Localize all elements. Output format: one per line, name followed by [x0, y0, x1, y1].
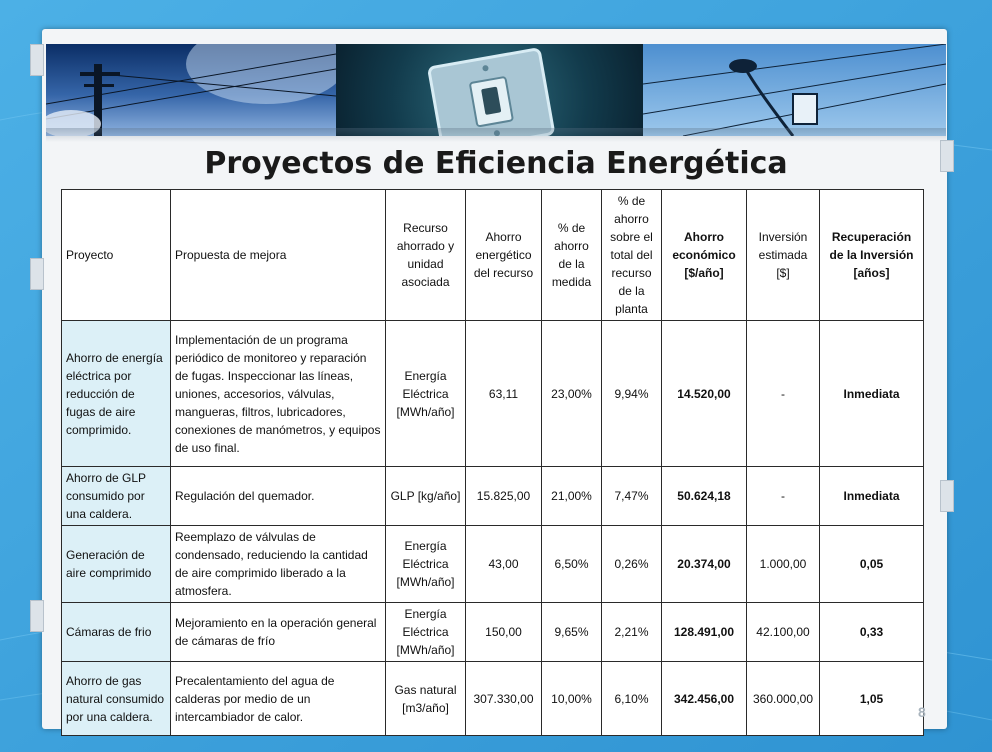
power-line-photo [46, 44, 336, 136]
cell-ahorro-economico: 14.520,00 [662, 321, 747, 467]
cell-ahorro-economico: 50.624,18 [662, 467, 747, 526]
cell-pct-medida: 10,00% [542, 662, 602, 736]
cell-recuperacion: 0,05 [820, 526, 924, 603]
left-side-tab [30, 258, 44, 290]
header-pct-total: % de ahorro sobre el total del recurso de la planta [602, 190, 662, 321]
cell-propuesta: Implementación de un programa periódico de monitoreo y reparación de fugas. Inspeccionar las líneas, uniones, accesorios, válvulas, mangueras, filtros, lubricadores, conexiones de manómetros, y equipos de uso final. [171, 321, 386, 467]
cell-inversion: 360.000,00 [747, 662, 820, 736]
cell-inversion: - [747, 321, 820, 467]
cell-inversion: 42.100,00 [747, 603, 820, 662]
cell-inversion: - [747, 467, 820, 526]
cell-inversion: 1.000,00 [747, 526, 820, 603]
banner-shadow [46, 128, 946, 142]
left-side-tab [30, 44, 44, 76]
table-row [62, 321, 924, 467]
projects-table [61, 189, 924, 736]
table-header-row [62, 190, 924, 321]
cell-proyecto: Ahorro de gas natural consumido por una caldera. [62, 662, 171, 736]
header-propuesta: Propuesta de mejora [171, 190, 386, 321]
cell-propuesta: Mejoramiento en la operación general de cámaras de frío [171, 603, 386, 662]
header-proyecto: Proyecto [62, 190, 171, 321]
header-pct-medida: % de ahorro de la medida [542, 190, 602, 321]
header-ahorro-energetico: Ahorro energético del recurso [466, 190, 542, 321]
cell-propuesta: Reemplazo de válvulas de condensado, reduciendo la cantidad de aire comprimido liberado a la atmosfera. [171, 526, 386, 603]
table-row [62, 526, 924, 603]
cell-proyecto: Ahorro de energía eléctrica por reducción de fugas de aire comprimido. [62, 321, 171, 467]
cell-ahorro-energetico: 63,11 [466, 321, 542, 467]
cell-recuperacion: Inmediata [820, 321, 924, 467]
cell-ahorro-energetico: 150,00 [466, 603, 542, 662]
cell-recurso: Energía Eléctrica [MWh/año] [386, 603, 466, 662]
light-switch-photo [336, 44, 643, 136]
cell-pct-medida: 21,00% [542, 467, 602, 526]
cell-recuperacion: 0,33 [820, 603, 924, 662]
cell-propuesta: Precalentamiento del agua de calderas por medio de un intercambiador de calor. [171, 662, 386, 736]
page-title: Proyectos de Eficiencia Energética [204, 146, 788, 181]
cell-recurso: GLP [kg/año] [386, 467, 466, 526]
page-number: 8 [918, 704, 926, 720]
cell-pct-medida: 9,65% [542, 603, 602, 662]
cell-proyecto: Generación de aire comprimido [62, 526, 171, 603]
cell-recurso: Energía Eléctrica [MWh/año] [386, 321, 466, 467]
cell-pct-medida: 23,00% [542, 321, 602, 467]
table-row [62, 662, 924, 736]
cell-pct-total: 0,26% [602, 526, 662, 603]
cell-pct-total: 9,94% [602, 321, 662, 467]
cell-proyecto: Cámaras de frio [62, 603, 171, 662]
header-recurso: Recurso ahorrado y unidad asociada [386, 190, 466, 321]
cell-ahorro-economico: 128.491,00 [662, 603, 747, 662]
right-side-tab [940, 480, 954, 512]
cell-recuperacion: Inmediata [820, 467, 924, 526]
cell-proyecto: Ahorro de GLP consumido por una caldera. [62, 467, 171, 526]
street-lamp-photo [643, 44, 946, 136]
cell-ahorro-energetico: 307.330,00 [466, 662, 542, 736]
left-side-tab [30, 600, 44, 632]
cell-ahorro-energetico: 43,00 [466, 526, 542, 603]
cell-recuperacion: 1,05 [820, 662, 924, 736]
table-row [62, 603, 924, 662]
cell-recurso: Energía Eléctrica [MWh/año] [386, 526, 466, 603]
cell-pct-medida: 6,50% [542, 526, 602, 603]
header-recuperacion: Recuperación de la Inversión [años] [820, 190, 924, 321]
table-row [62, 467, 924, 526]
cell-propuesta: Regulación del quemador. [171, 467, 386, 526]
cell-ahorro-economico: 20.374,00 [662, 526, 747, 603]
header-inversion: Inversión estimada [$] [747, 190, 820, 321]
cell-pct-total: 2,21% [602, 603, 662, 662]
cell-recurso: Gas natural [m3/año] [386, 662, 466, 736]
cell-pct-total: 6,10% [602, 662, 662, 736]
header-banner [46, 44, 946, 136]
header-ahorro-economico: Ahorro económico [$/año] [662, 190, 747, 321]
cell-ahorro-economico: 342.456,00 [662, 662, 747, 736]
cell-pct-total: 7,47% [602, 467, 662, 526]
cell-ahorro-energetico: 15.825,00 [466, 467, 542, 526]
